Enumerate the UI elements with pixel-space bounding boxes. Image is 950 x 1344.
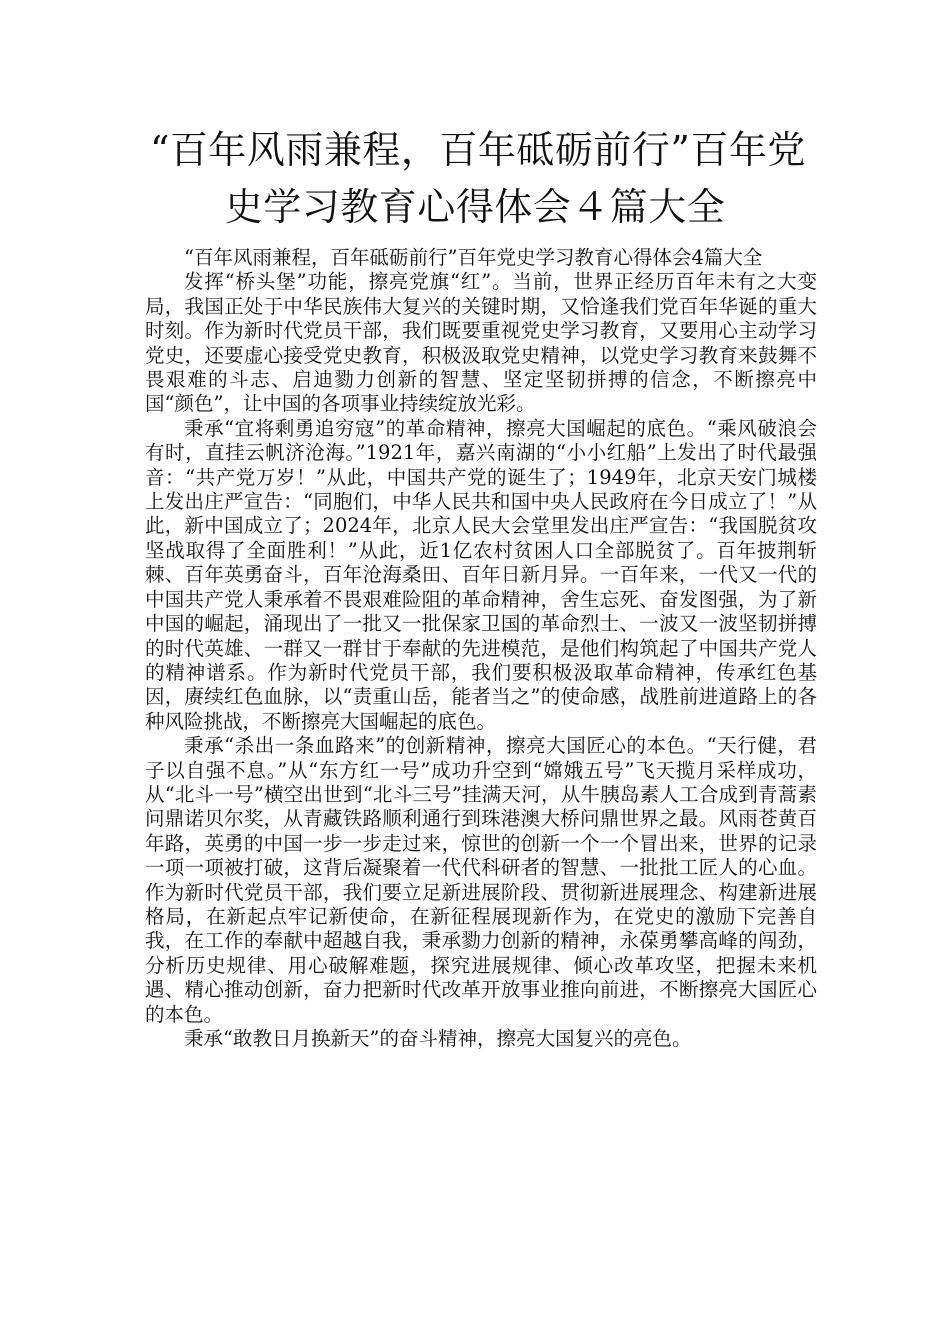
title-line-1: “百年风雨兼程，百年砥砺前行”百年党 <box>150 128 806 172</box>
title-line-2: 史学习教育心得体会４篇大全 <box>224 185 726 229</box>
paragraph-3: 秉承“杀出一条血路来”的创新精神，擦亮大国匠心的本色。“天行健，君子以自强不息。”从“东方红一号”成功升空到“嫦娥五号”飞天揽月采样成功，从“北斗一号”横空出世到“北斗三号”挂满天河，从牛胰岛素人工合成到青蒿素问鼎诺贝尔奖，从青藏铁路顺利通行到珠港澳大桥问鼎世界之最。风雨苍黄百年路，英勇的中国一步一步走过来，惊世的创新一个一个冒出来，世界的记录一项一项被打破，这背后凝聚着一代代科研者的智慧、一批批工匠人的心血。作为新时代党员干部，我们要立足新进展阶段、贯彻新进展理念、构建新进展格局，在新起点牢记新使命，在新征程展现新作为，在党史的激励下完善自我，在工作的奉献中超越自我，秉承勠力创新的精神，永葆勇攀高峰的闯劲，分析历史规律、用心破解难题，探究进展规律、倾心改革攻坚，把握未来机遇、精心推动创新，奋力把新时代改革开放事业推向前进，不断擦亮大国匠心的本色。 <box>145 734 817 1026</box>
paragraph-2: 秉承“宜将剩勇追穷寇”的革命精神，擦亮大国崛起的底色。“乘风破浪会有时，直挂云帆济沧海。”1921年，嘉兴南湖的“小小红船”上发出了时代最强音：“共产党万岁！”从此，中国共产党的诞生了；1949年，北京天安门城楼上发出庄严宣告：“同胞们，中华人民共和国中央人民政府在今日成立了！”从此，新中国成立了；2024年，北京人民大会堂里发出庄严宣告：“我国脱贫攻坚战取得了全面胜利！”从此，近1亿农村贫困人口全部脱贫了。百年披荆斩棘、百年英勇奋斗，百年沧海桑田、百年日新月异。一百年来，一代又一代的中国共产党人秉承着不畏艰难险阻的革命精神，舍生忘死、奋发图强，为了新中国的崛起，涌现出了一批又一批保家卫国的革命烈士、一波又一波坚韧拼搏的时代英雄、一群又一群甘于奉献的先进模范，是他们构筑起了中国共产党人的精神谱系。作为新时代党员干部，我们要积极汲取革命精神，传承红色基因，赓续红色血脉，以“责重山岳，能者当之”的使命感，战胜前进道路上的各种风险挑战，不断擦亮大国崛起的底色。 <box>145 416 817 733</box>
paragraph-subtitle: “百年风雨兼程，百年砥砺前行”百年党史学习教育心得体会4篇大全 <box>184 246 763 269</box>
paragraph-4: 秉承“敢教日月换新天”的奋斗精神，擦亮大国复兴的亮色。 <box>184 1027 692 1050</box>
paragraph-1: 发挥“桥头堡”功能，擦亮党旗“红”。当前，世界正经历百年未有之大变局，我国正处于中华民族伟大复兴的关键时期，又恰逢我们党百年华诞的重大时刻。作为新时代党员干部，我们既要重视党史学习教育，又要用心主动学习党史，还要虚心接受党史教育，积极汲取党史精神，以党史学习教育来鼓舞不畏艰难的斗志、启迪勠力创新的智慧、坚定坚韧拼搏的信念，不断擦亮中国“颜色”，让中国的各项事业持续绽放光彩。 <box>145 270 817 416</box>
document-body <box>145 246 817 1051</box>
document-title <box>150 122 806 236</box>
